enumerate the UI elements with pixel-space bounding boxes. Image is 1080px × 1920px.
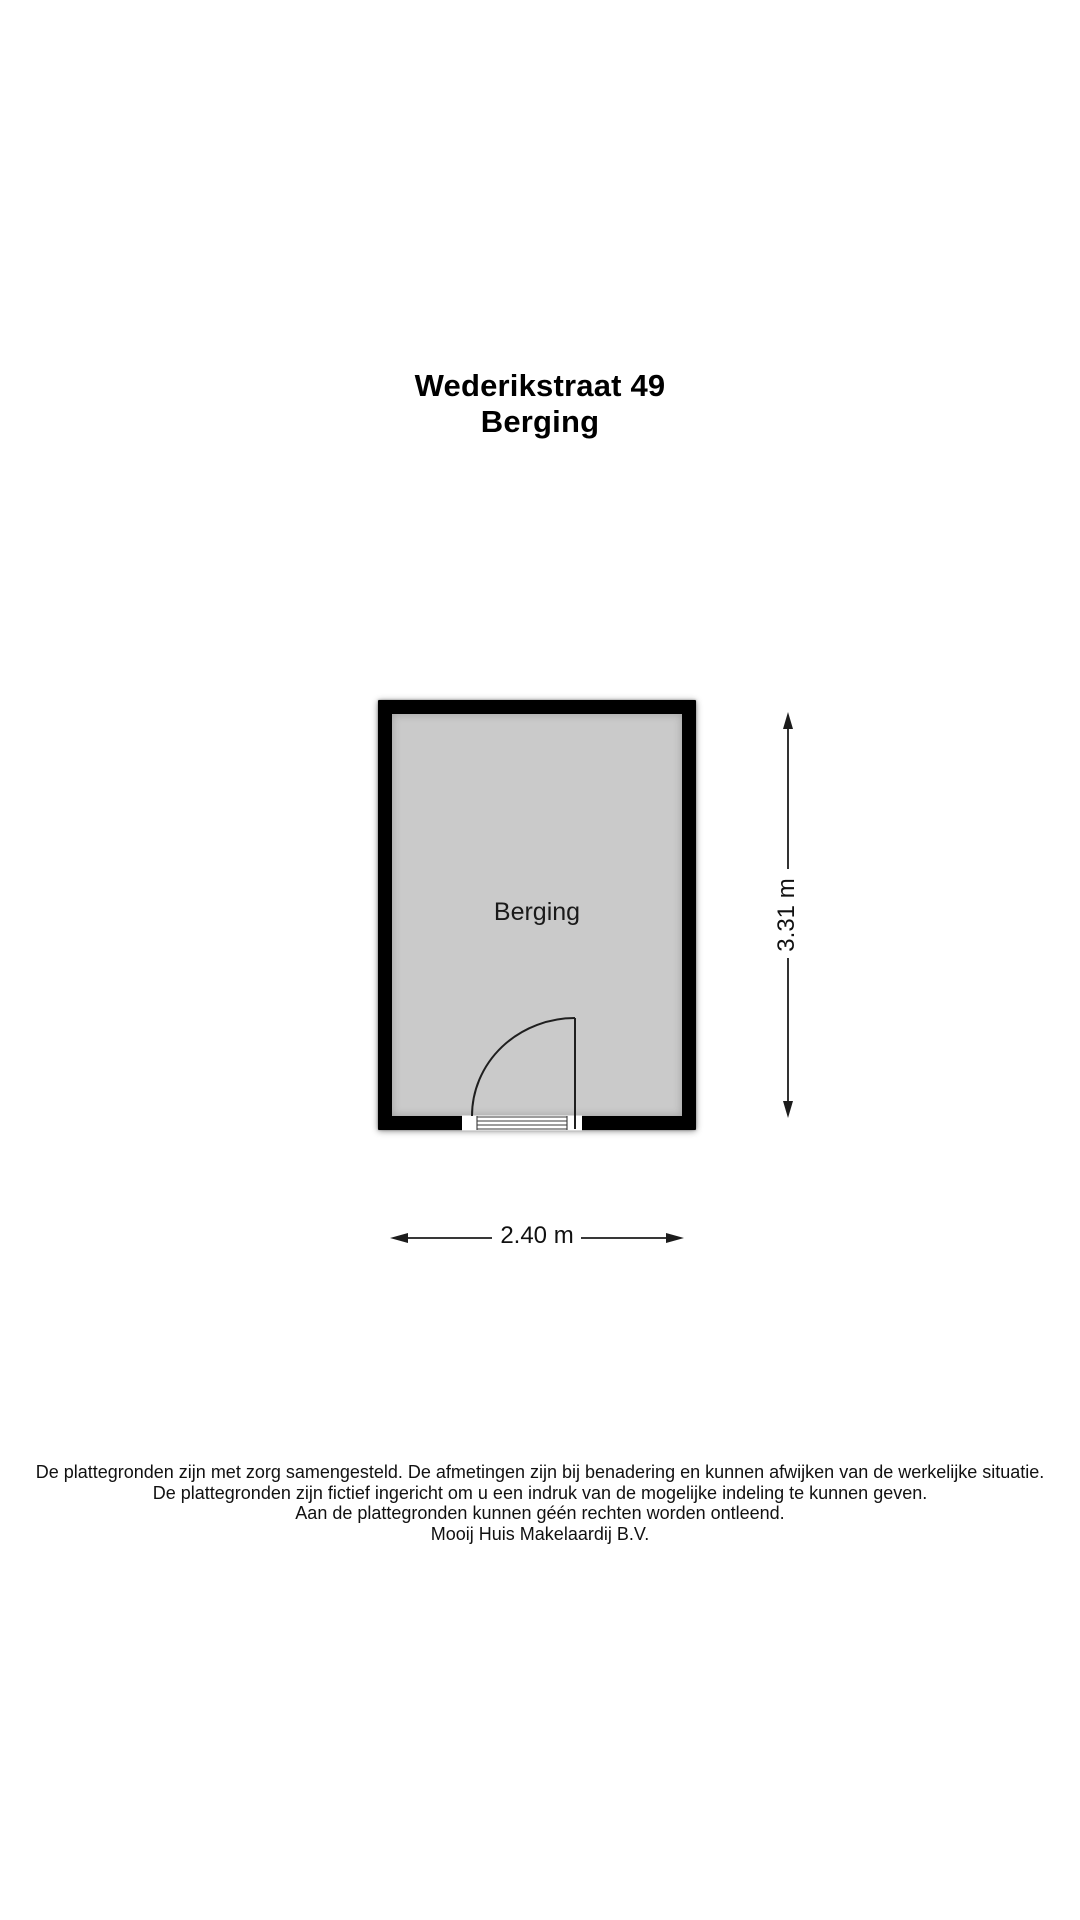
door-opening (462, 1116, 582, 1131)
arrow-down-icon (783, 1101, 793, 1118)
horizontal-dimension-label: 2.40 m (500, 1222, 574, 1249)
arrow-right-icon (666, 1233, 684, 1243)
room-label: Berging (493, 898, 581, 926)
title-address: Wederikstraat 49 (414, 368, 666, 403)
door-swing-arc (472, 1018, 575, 1116)
arrow-up-icon (783, 712, 793, 729)
disclaimer-line: De plattegronden zijn fictief ingericht om u een indruk van de mogelijke indeling te kunnen geven. (152, 1482, 928, 1503)
company-name: Mooij Huis Makelaardij B.V. (430, 1523, 650, 1544)
vertical-dimension-label: 3.31 m (773, 878, 800, 952)
arrow-left-icon (390, 1233, 408, 1243)
title-floor-name: Berging (480, 404, 600, 439)
disclaimer-line: Aan de plattegronden kunnen géén rechten worden ontleend. (295, 1503, 785, 1523)
footer-disclaimer (0, 1462, 1080, 1544)
disclaimer-line: De plattegronden zijn met zorg samengesteld. De afmetingen zijn bij benadering en kunnen afwijken van de werkelijke situatie. (35, 1462, 1045, 1482)
